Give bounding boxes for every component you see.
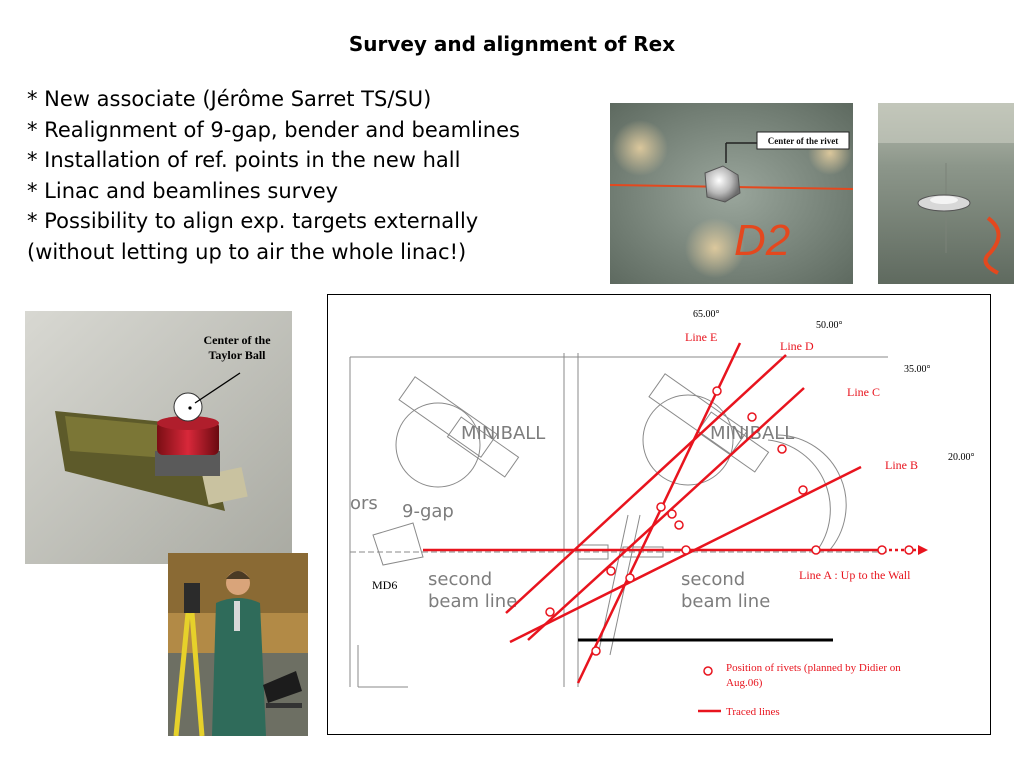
rivet-callout: Center of the rivet	[767, 136, 839, 146]
bullet-list	[27, 84, 520, 267]
hall-label: MD6	[372, 578, 398, 592]
hall-label: 9-gap	[402, 501, 454, 522]
hall-label: second	[428, 569, 493, 590]
line-label: Line D	[780, 339, 814, 353]
bullet-item: * Possibility to align exp. targets externally	[27, 209, 479, 233]
angle-label: 35.00°	[904, 364, 931, 375]
line-label: Line B	[885, 458, 918, 472]
hall-label: ors	[350, 493, 378, 514]
legend	[698, 662, 901, 718]
bullet-item: * Linac and beamlines survey	[27, 178, 339, 203]
angle-label: 20.00°	[948, 452, 975, 463]
bullet-item: * New associate (Jérôme Sarret TS/SU)	[27, 87, 432, 111]
line-label: Line E	[685, 330, 718, 344]
rivet-marker	[675, 521, 683, 529]
rivet-marker	[668, 510, 676, 518]
line-label: Line C	[847, 385, 880, 399]
hall-label: beam line	[428, 591, 518, 612]
rivet-photo-perspective	[878, 103, 1014, 284]
survey-person-photo	[168, 553, 308, 736]
rivet-marker	[799, 486, 807, 494]
slide-title: Survey and alignment of Rex	[348, 32, 676, 56]
legend-rivets-label: Position of rivets (planned by Didier on	[726, 662, 901, 674]
bullet-item: (without letting up to air the whole linac!)	[27, 239, 467, 264]
rivet-marker	[682, 546, 690, 554]
rivet-marker	[905, 546, 913, 554]
taylor-callout-line1: Center of the	[203, 333, 271, 347]
rivet-marker	[812, 546, 820, 554]
rivet-marker	[626, 574, 634, 582]
hall-label: MINIBALL	[461, 423, 546, 444]
bullet-item: * Installation of ref. points in the new hall	[27, 148, 461, 172]
legend-traced-label: Traced lines	[726, 706, 780, 718]
taylor-ball-photo	[25, 311, 292, 564]
rivet-marker	[592, 647, 600, 655]
line-label: Line A : Up to the Wall	[799, 568, 911, 582]
hall-label: beam line	[681, 591, 771, 612]
rivet-marker	[778, 445, 786, 453]
rivet-marker	[748, 413, 756, 421]
rivet-marker	[713, 387, 721, 395]
taylor-callout-line2: Taylor Ball	[208, 348, 266, 362]
bullet-item: * Realignment of 9-gap, bender and beamlines	[27, 117, 520, 142]
rivet-marker	[878, 546, 886, 554]
rivet-marker	[546, 608, 554, 616]
legend-rivets-label-cont: Aug.06)	[726, 677, 763, 689]
survey-diagram	[327, 294, 991, 735]
hall-label: MINIBALL	[710, 423, 795, 444]
angle-label: 65.00°	[693, 309, 720, 320]
rivet-marker	[607, 567, 615, 575]
angle-label: 50.00°	[816, 320, 843, 331]
rivet-legend-symbol	[704, 667, 712, 675]
rivet-photo-closeup	[610, 103, 853, 284]
rivet-marker	[657, 503, 665, 511]
rivet-marking: D2	[734, 216, 791, 265]
hall-label: second	[681, 569, 746, 590]
